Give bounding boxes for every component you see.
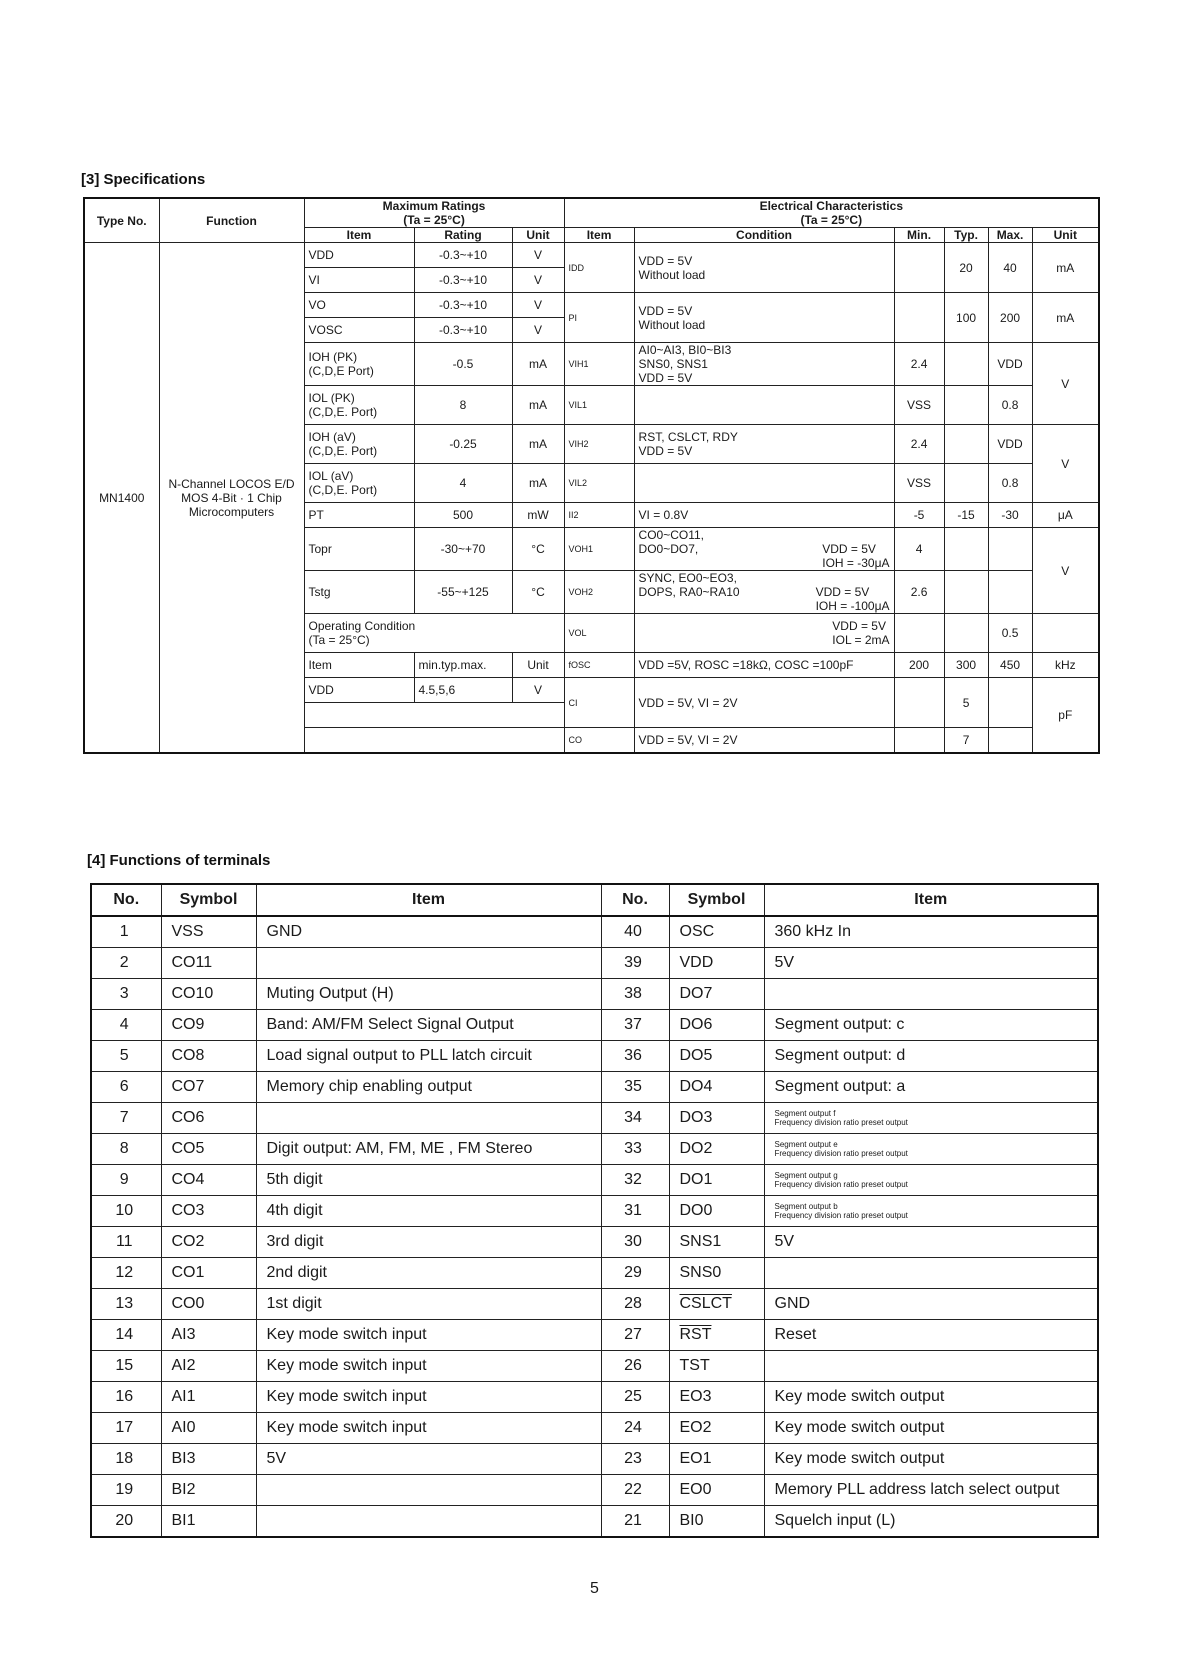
- terminal-symbol: $\overline{RST}$: [669, 1320, 764, 1351]
- max-unit: °C: [512, 528, 564, 571]
- elec-typ: 300: [944, 653, 988, 678]
- terminal-no: 34: [601, 1103, 669, 1134]
- max-unit: °C: [512, 571, 564, 614]
- right-item-header: Item: [764, 884, 1098, 916]
- terminal-item: Load signal output to PLL latch circuit: [256, 1041, 601, 1072]
- terminal-no: 29: [601, 1258, 669, 1289]
- terminal-no: 26: [601, 1351, 669, 1382]
- elec-max: [988, 528, 1032, 571]
- terminal-item: Segment output g Frequency division ratio preset output: [764, 1165, 1098, 1196]
- elec-typ: [944, 571, 988, 614]
- right-no-header: No.: [601, 884, 669, 916]
- max-item: IOH (PK) (C,D,E Port): [304, 343, 414, 386]
- terminal-symbol: CSLCT: [669, 1289, 764, 1320]
- terminal-no: 4: [91, 1010, 161, 1041]
- op-item-header: Item: [304, 653, 414, 678]
- max-unit: V: [512, 268, 564, 293]
- terminal-symbol: BI3: [161, 1444, 256, 1475]
- terminal-item: Key mode switch output: [764, 1413, 1098, 1444]
- terminal-row: [91, 1072, 1098, 1103]
- terminal-symbol: DO6: [669, 1010, 764, 1041]
- terminal-item: Segment output: d: [764, 1041, 1098, 1072]
- terminal-item: 4th digit: [256, 1196, 601, 1227]
- terminal-item: Key mode switch input: [256, 1382, 601, 1413]
- elec-item: CI: [564, 678, 634, 728]
- left-symbol-header: Symbol: [161, 884, 256, 916]
- elec-max: [988, 728, 1032, 754]
- terminal-no: 3: [91, 979, 161, 1010]
- elec-min: 2.4: [894, 425, 944, 464]
- terminal-no: 5: [91, 1041, 161, 1072]
- terminal-row: [91, 1382, 1098, 1413]
- terminal-item: [256, 948, 601, 979]
- elec-item: fOSC: [564, 653, 634, 678]
- terminal-item: [764, 1351, 1098, 1382]
- specifications-table: [83, 197, 1100, 754]
- terminal-no: 38: [601, 979, 669, 1010]
- elec-unit: mA: [1032, 243, 1099, 293]
- terminal-symbol: CO9: [161, 1010, 256, 1041]
- op-rating: 4.5,5,6: [414, 678, 512, 703]
- left-item-header: Item: [256, 884, 601, 916]
- elec-condition: RST, CSLCT, RDY VDD = 5V: [634, 425, 894, 464]
- elec-unit: μA: [1032, 503, 1099, 528]
- terminal-symbol: CO0: [161, 1289, 256, 1320]
- elec-min: [894, 678, 944, 728]
- elec-item: VOL: [564, 614, 634, 653]
- terminal-item: GND: [764, 1289, 1098, 1320]
- terminals-title: [4] Functions of terminals: [87, 852, 271, 869]
- terminal-symbol: VDD: [669, 948, 764, 979]
- terminal-symbol: AI3: [161, 1320, 256, 1351]
- max-item: VOSC: [304, 318, 414, 343]
- elec-condition: [634, 386, 894, 425]
- terminal-symbol: CO5: [161, 1134, 256, 1165]
- elec-unit: kHz: [1032, 653, 1099, 678]
- elec-min: 4: [894, 528, 944, 571]
- elec-max: 0.5: [988, 614, 1032, 653]
- terminal-item: 5V: [764, 948, 1098, 979]
- terminal-row: [91, 1506, 1098, 1538]
- terminal-no: 20: [91, 1506, 161, 1538]
- terminal-symbol: SNS1: [669, 1227, 764, 1258]
- terminal-no: 30: [601, 1227, 669, 1258]
- condition-header: Condition: [634, 228, 894, 243]
- elec-min: VSS: [894, 386, 944, 425]
- elec-unit: pF: [1032, 678, 1099, 754]
- elec-typ: [944, 528, 988, 571]
- terminal-row: [91, 1041, 1098, 1072]
- max-item: VDD: [304, 243, 414, 268]
- terminal-symbol: DO4: [669, 1072, 764, 1103]
- elec-item: PI: [564, 293, 634, 343]
- right-symbol-header: Symbol: [669, 884, 764, 916]
- terminals-table: [90, 883, 1099, 1538]
- max-item: Topr: [304, 528, 414, 571]
- terminal-no: 32: [601, 1165, 669, 1196]
- function-header: Function: [159, 198, 304, 243]
- terminal-no: 22: [601, 1475, 669, 1506]
- elec-typ: [944, 343, 988, 386]
- elec-typ: -15: [944, 503, 988, 528]
- terminal-item: [256, 1103, 601, 1134]
- terminal-symbol: EO2: [669, 1413, 764, 1444]
- elec-item-header: Item: [564, 228, 634, 243]
- terminal-item: 2nd digit: [256, 1258, 601, 1289]
- max-unit: mA: [512, 386, 564, 425]
- terminal-no: 23: [601, 1444, 669, 1475]
- elec-typ: 5: [944, 678, 988, 728]
- elec-max: [988, 678, 1032, 728]
- elec-unit: mA: [1032, 293, 1099, 343]
- terminal-no: 24: [601, 1413, 669, 1444]
- terminal-symbol: EO0: [669, 1475, 764, 1506]
- max-unit: mA: [512, 343, 564, 386]
- elec-max: 40: [988, 243, 1032, 293]
- elec-typ: [944, 425, 988, 464]
- terminal-no: 14: [91, 1320, 161, 1351]
- elec-typ: [944, 614, 988, 653]
- terminal-item: 3rd digit: [256, 1227, 601, 1258]
- max-rating: 500: [414, 503, 512, 528]
- elec-unit: V: [1032, 343, 1099, 425]
- terminal-symbol: CO8: [161, 1041, 256, 1072]
- terminal-item: Segment output f Frequency division ratio preset output: [764, 1103, 1098, 1134]
- elec-condition: VDD =5V, ROSC =18kΩ, COSC =100pF: [634, 653, 894, 678]
- max-rating: -0.3~+10: [414, 293, 512, 318]
- terminal-item: Digit output: AM, FM, ME , FM Stereo: [256, 1134, 601, 1165]
- terminal-symbol: SNS0: [669, 1258, 764, 1289]
- terminal-item: Key mode switch output: [764, 1382, 1098, 1413]
- elec-max: [988, 571, 1032, 614]
- elec-condition: [634, 464, 894, 503]
- terminal-item: Key mode switch input: [256, 1351, 601, 1382]
- max-item: VI: [304, 268, 414, 293]
- terminal-no: 10: [91, 1196, 161, 1227]
- terminal-no: 28: [601, 1289, 669, 1320]
- max-unit-header: Unit: [512, 228, 564, 243]
- terminal-item: Segment output: a: [764, 1072, 1098, 1103]
- elec-max: 200: [988, 293, 1032, 343]
- function-cell: N-Channel LOCOS E/D MOS 4-Bit · 1 Chip Microcomputers: [159, 243, 304, 754]
- specifications-title: [3] Specifications: [81, 171, 206, 188]
- terminal-row: [91, 916, 1098, 948]
- terminal-no: 8: [91, 1134, 161, 1165]
- max-rating: -0.3~+10: [414, 243, 512, 268]
- max-rating: -30~+70: [414, 528, 512, 571]
- elec-item: II2: [564, 503, 634, 528]
- terminal-symbol: OSC: [669, 916, 764, 948]
- terminal-no: 16: [91, 1382, 161, 1413]
- elec-item: VIL2: [564, 464, 634, 503]
- elec-char-header: Electrical Characteristics (Ta = 25°C): [564, 198, 1099, 228]
- terminal-symbol: AI2: [161, 1351, 256, 1382]
- terminal-no: 40: [601, 916, 669, 948]
- terminal-row: [91, 1103, 1098, 1134]
- elec-condition: VDD = 5V, VI = 2V: [634, 728, 894, 754]
- terminal-symbol: BI2: [161, 1475, 256, 1506]
- terminal-symbol: DO1: [669, 1165, 764, 1196]
- elec-max: VDD: [988, 425, 1032, 464]
- terminal-no: 6: [91, 1072, 161, 1103]
- type-no-header: Type No.: [84, 198, 159, 243]
- terminal-symbol: EO3: [669, 1382, 764, 1413]
- max-item: VO: [304, 293, 414, 318]
- elec-min: [894, 614, 944, 653]
- elec-typ: 100: [944, 293, 988, 343]
- terminal-symbol: CO11: [161, 948, 256, 979]
- elec-typ: 20: [944, 243, 988, 293]
- terminal-symbol: CO2: [161, 1227, 256, 1258]
- max-rating: -55~+125: [414, 571, 512, 614]
- terminal-item: Memory chip enabling output: [256, 1072, 601, 1103]
- terminal-row: [91, 1134, 1098, 1165]
- elec-condition: VI = 0.8V: [634, 503, 894, 528]
- elec-max: -30: [988, 503, 1032, 528]
- elec-condition: VDD = 5V, VI = 2V: [634, 678, 894, 728]
- min-header: Min.: [894, 228, 944, 243]
- elec-condition: SYNC, EO0~EO3, DOPS, RA0~RA10 VDD = 5V IOH = -100μA: [634, 571, 894, 614]
- terminal-no: 36: [601, 1041, 669, 1072]
- left-no-header: No.: [91, 884, 161, 916]
- terminal-row: [91, 979, 1098, 1010]
- terminal-no: 27: [601, 1320, 669, 1351]
- max-item: IOL (PK) (C,D,E. Port): [304, 386, 414, 425]
- terminal-no: 2: [91, 948, 161, 979]
- max-item: Tstg: [304, 571, 414, 614]
- elec-unit: V: [1032, 425, 1099, 503]
- elec-max: 450: [988, 653, 1032, 678]
- elec-min: [894, 243, 944, 293]
- elec-condition: VDD = 5V IOL = 2mA: [634, 614, 894, 653]
- terminal-symbol: VSS: [161, 916, 256, 948]
- terminal-item: 5V: [256, 1444, 601, 1475]
- terminal-item: Key mode switch input: [256, 1320, 601, 1351]
- terminal-symbol: CO6: [161, 1103, 256, 1134]
- terminal-no: 17: [91, 1413, 161, 1444]
- elec-item: CO: [564, 728, 634, 754]
- terminal-symbol: CO1: [161, 1258, 256, 1289]
- terminal-no: 13: [91, 1289, 161, 1320]
- max-header: Max.: [988, 228, 1032, 243]
- terminal-symbol: DO2: [669, 1134, 764, 1165]
- max-rating: -0.3~+10: [414, 268, 512, 293]
- terminal-item: Memory PLL address latch select output: [764, 1475, 1098, 1506]
- terminal-no: 18: [91, 1444, 161, 1475]
- max-unit: mW: [512, 503, 564, 528]
- elec-condition: AI0~AI3, BI0~BI3 SNS0, SNS1 VDD = 5V: [634, 343, 894, 386]
- op-unit-header: Unit: [512, 653, 564, 678]
- terminal-item: 1st digit: [256, 1289, 601, 1320]
- terminal-symbol: CO4: [161, 1165, 256, 1196]
- terminal-no: 25: [601, 1382, 669, 1413]
- terminal-item: GND: [256, 916, 601, 948]
- terminal-row: [91, 1289, 1098, 1320]
- terminal-item: [764, 1258, 1098, 1289]
- elec-min: 200: [894, 653, 944, 678]
- terminal-row: [91, 1165, 1098, 1196]
- terminal-row: [91, 1413, 1098, 1444]
- terminal-no: 19: [91, 1475, 161, 1506]
- typ-header: Typ.: [944, 228, 988, 243]
- max-item: IOL (aV) (C,D,E. Port): [304, 464, 414, 503]
- terminal-no: 1: [91, 916, 161, 948]
- elec-min: VSS: [894, 464, 944, 503]
- max-rating: 8: [414, 386, 512, 425]
- terminal-item: Segment output b Frequency division ratio preset output: [764, 1196, 1098, 1227]
- max-unit: V: [512, 318, 564, 343]
- terminal-symbol: DO7: [669, 979, 764, 1010]
- elec-condition: CO0~CO11, DO0~DO7, VDD = 5V IOH = -30μA: [634, 528, 894, 571]
- terminal-item: Segment output e Frequency division ratio preset output: [764, 1134, 1098, 1165]
- terminal-row: [91, 1196, 1098, 1227]
- rating-header: Rating: [414, 228, 512, 243]
- terminal-item: [764, 979, 1098, 1010]
- terminal-symbol: DO5: [669, 1041, 764, 1072]
- elec-min: 2.4: [894, 343, 944, 386]
- terminal-item: [256, 1506, 601, 1538]
- elec-unit: V: [1032, 528, 1099, 614]
- elec-unit-blank: [1032, 614, 1099, 653]
- terminal-symbol: TST: [669, 1351, 764, 1382]
- terminal-row: [91, 1010, 1098, 1041]
- terminal-symbol: CO3: [161, 1196, 256, 1227]
- elec-max: 0.8: [988, 386, 1032, 425]
- terminal-symbol: AI1: [161, 1382, 256, 1413]
- elec-max: 0.8: [988, 464, 1032, 503]
- terminal-row: [91, 1227, 1098, 1258]
- terminal-row: [91, 1475, 1098, 1506]
- max-unit: mA: [512, 464, 564, 503]
- elec-item: IDD: [564, 243, 634, 293]
- terminal-item: 5V: [764, 1227, 1098, 1258]
- op-item: VDD: [304, 678, 414, 703]
- terminal-no: 12: [91, 1258, 161, 1289]
- type-no-cell: MN1400: [84, 243, 159, 754]
- max-ratings-header: Maximum Ratings (Ta = 25°C): [304, 198, 564, 228]
- terminal-no: 15: [91, 1351, 161, 1382]
- terminal-item: Band: AM/FM Select Signal Output: [256, 1010, 601, 1041]
- max-item: PT: [304, 503, 414, 528]
- elec-condition: VDD = 5V Without load: [634, 243, 894, 293]
- max-item-header: Item: [304, 228, 414, 243]
- max-rating: 4: [414, 464, 512, 503]
- elec-typ: [944, 386, 988, 425]
- elec-typ: 7: [944, 728, 988, 754]
- terminal-row: [91, 1444, 1098, 1475]
- op-blank: [304, 703, 564, 728]
- elec-min: 2.6: [894, 571, 944, 614]
- max-rating: -0.25: [414, 425, 512, 464]
- elec-item: VOH2: [564, 571, 634, 614]
- elec-typ: [944, 464, 988, 503]
- page-number: 5: [590, 1580, 599, 1597]
- terminal-item: Segment output: c: [764, 1010, 1098, 1041]
- terminal-symbol: DO3: [669, 1103, 764, 1134]
- terminal-row: [91, 948, 1098, 979]
- terminal-no: 35: [601, 1072, 669, 1103]
- max-unit: mA: [512, 425, 564, 464]
- op-unit: V: [512, 678, 564, 703]
- elec-min: [894, 293, 944, 343]
- terminal-item: [256, 1475, 601, 1506]
- terminal-item: 5th digit: [256, 1165, 601, 1196]
- terminal-no: 31: [601, 1196, 669, 1227]
- terminal-row: [91, 1351, 1098, 1382]
- max-item: IOH (aV) (C,D,E. Port): [304, 425, 414, 464]
- terminal-row: [91, 1258, 1098, 1289]
- terminal-symbol: BI1: [161, 1506, 256, 1538]
- elec-unit-header: Unit: [1032, 228, 1099, 243]
- terminal-item: Squelch input (L): [764, 1506, 1098, 1538]
- max-unit: V: [512, 293, 564, 318]
- max-unit: V: [512, 243, 564, 268]
- terminal-no: 7: [91, 1103, 161, 1134]
- elec-item: VOH1: [564, 528, 634, 571]
- terminal-no: 39: [601, 948, 669, 979]
- terminal-row: [91, 1320, 1098, 1351]
- elec-condition: VDD = 5V Without load: [634, 293, 894, 343]
- terminal-symbol: EO1: [669, 1444, 764, 1475]
- max-rating: -0.3~+10: [414, 318, 512, 343]
- terminal-symbol: DO0: [669, 1196, 764, 1227]
- terminal-item: Key mode switch input: [256, 1413, 601, 1444]
- terminal-no: 37: [601, 1010, 669, 1041]
- op-rating-header: min.typ.max.: [414, 653, 512, 678]
- terminal-item: Key mode switch output: [764, 1444, 1098, 1475]
- elec-item: VIH2: [564, 425, 634, 464]
- elec-min: [894, 728, 944, 754]
- operating-title: Operating Condition (Ta = 25°C): [304, 614, 564, 653]
- terminal-no: 33: [601, 1134, 669, 1165]
- op-blank: [304, 728, 564, 754]
- terminal-item: 360 kHz In: [764, 916, 1098, 948]
- elec-item: VIL1: [564, 386, 634, 425]
- terminal-symbol: CO10: [161, 979, 256, 1010]
- terminal-item: Reset: [764, 1320, 1098, 1351]
- terminal-symbol: AI0: [161, 1413, 256, 1444]
- elec-item: VIH1: [564, 343, 634, 386]
- max-rating: -0.5: [414, 343, 512, 386]
- terminal-no: 11: [91, 1227, 161, 1258]
- terminal-item: Muting Output (H): [256, 979, 601, 1010]
- terminal-symbol: BI0: [669, 1506, 764, 1538]
- terminal-symbol: CO7: [161, 1072, 256, 1103]
- elec-min: -5: [894, 503, 944, 528]
- elec-max: VDD: [988, 343, 1032, 386]
- terminal-no: 9: [91, 1165, 161, 1196]
- terminal-no: 21: [601, 1506, 669, 1538]
